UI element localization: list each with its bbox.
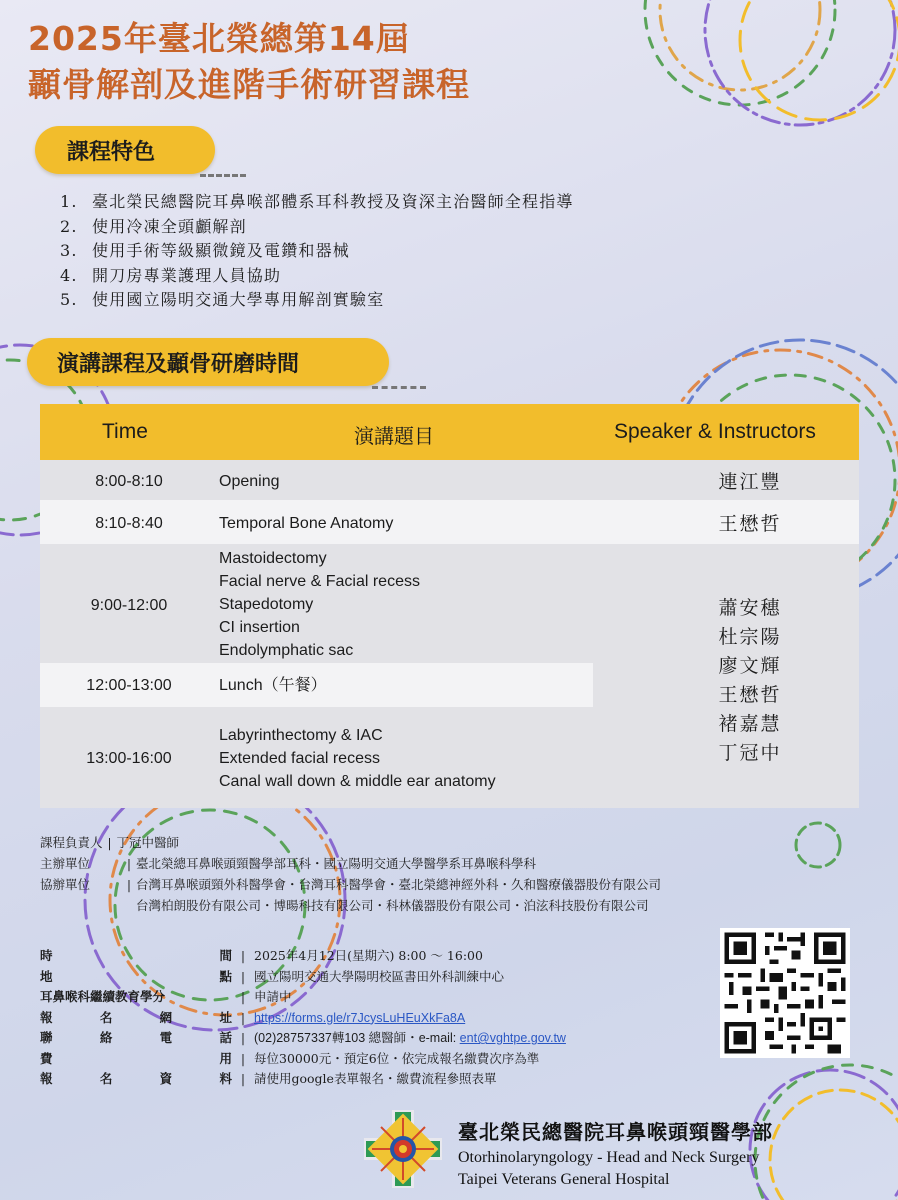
item-number: 4. bbox=[60, 265, 78, 285]
separator: | bbox=[240, 948, 246, 963]
item-number: 3. bbox=[60, 241, 78, 260]
department-name-en: Otorhinolaryngology - Head and Neck Surgery bbox=[458, 1149, 760, 1166]
table-header bbox=[40, 404, 859, 460]
detail-row bbox=[40, 987, 566, 1008]
co-label: 協辦單位 bbox=[40, 877, 91, 892]
department-name-zh: 臺北榮民總醫院耳鼻喉頭頸醫學部 bbox=[458, 1120, 773, 1144]
row-time: 8:10-8:40 bbox=[95, 515, 163, 532]
detail-row bbox=[40, 946, 566, 967]
item-number: 2. bbox=[60, 216, 78, 236]
topic-line: Canal wall down & middle ear anatomy bbox=[219, 773, 496, 790]
detail-row bbox=[40, 1069, 566, 1090]
topic-line: Extended facial recess bbox=[219, 750, 380, 767]
list-item bbox=[60, 190, 574, 215]
detail-row bbox=[40, 967, 566, 988]
reg-value: 請使用google表單報名・繳費流程參照表單 bbox=[254, 1071, 497, 1086]
features-list bbox=[60, 190, 574, 313]
features-heading: 課程特色 bbox=[35, 126, 215, 174]
director-value: 丁冠中醫師 bbox=[116, 835, 180, 850]
footer-department bbox=[458, 1116, 773, 1191]
contact-label: 聯 絡 電 話 bbox=[40, 1030, 232, 1045]
place-value: 國立陽明交通大學陽明校區書田外科訓練中心 bbox=[254, 968, 505, 984]
host-label: 主辦單位 bbox=[40, 856, 91, 871]
instructors-list bbox=[680, 594, 820, 768]
topic-line: Facial nerve & Facial recess bbox=[219, 573, 420, 590]
registration-link[interactable]: https://forms.gle/r7JcysLuHEuXkFa8A bbox=[254, 1010, 466, 1025]
host-value: 臺北榮總耳鼻喉頭頸醫學部耳科・國立陽明交通大學醫學系耳鼻喉科學科 bbox=[136, 856, 537, 871]
url-label: 報 名 網 址 bbox=[40, 1009, 232, 1025]
hospital-name-en: Taipei Veterans General Hospital bbox=[458, 1171, 670, 1188]
schedule-heading: 演講課程及顳骨研磨時間 bbox=[27, 338, 389, 386]
row-time: 8:00-8:10 bbox=[95, 473, 163, 490]
detail-row bbox=[40, 1049, 566, 1070]
reg-label: 報 名 資 料 bbox=[40, 1071, 232, 1086]
item-text: 使用手術等級顯微鏡及電鑽和器械 bbox=[92, 241, 351, 260]
separator: | bbox=[240, 1009, 246, 1025]
separator: | bbox=[240, 1071, 246, 1086]
credit-label: 耳鼻喉科繼續教育學分 bbox=[40, 989, 166, 1004]
title-line-2: 顳骨解剖及進階手術研習課程 bbox=[28, 65, 470, 104]
list-item bbox=[60, 239, 574, 264]
separator: | bbox=[126, 877, 132, 892]
item-text: 使用冷凍全頭顱解剖 bbox=[92, 216, 247, 236]
instructor-name: 杜宗陽 bbox=[718, 626, 782, 648]
item-text: 臺北榮民總醫院耳鼻喉部體系耳科教授及資深主治醫師全程指導 bbox=[92, 192, 574, 211]
co-value-line-1: 台灣耳鼻喉頭頸外科醫學會・台灣耳科醫學會・臺北榮總神經外科・久和醫療儀器股份有限公司 bbox=[136, 877, 662, 892]
topic-line: Labyrinthectomy & IAC bbox=[219, 727, 383, 744]
info-row bbox=[40, 895, 661, 916]
row-topic: Opening bbox=[219, 473, 280, 490]
heading-underline bbox=[200, 174, 246, 177]
topic-line: CI insertion bbox=[219, 619, 300, 636]
page-title bbox=[28, 16, 470, 108]
director-label: 課程負責人 bbox=[40, 835, 103, 850]
row-time: 13:00-16:00 bbox=[86, 750, 172, 767]
schedule-table bbox=[40, 404, 859, 808]
topic-line: Endolymphatic sac bbox=[219, 642, 354, 659]
list-item bbox=[60, 288, 574, 313]
topic-line: Stapedotomy bbox=[219, 596, 314, 613]
separator: | bbox=[240, 989, 246, 1004]
separator: | bbox=[240, 1030, 246, 1045]
item-number: 5. bbox=[60, 290, 78, 309]
instructor-name: 廖文輝 bbox=[718, 655, 782, 677]
place-label: 地 點 bbox=[40, 968, 232, 984]
contact-phone: (02)28757337轉103 總醫師・ bbox=[254, 1031, 419, 1045]
info-row bbox=[40, 853, 661, 874]
item-text: 開刀房專業護理人員協助 bbox=[92, 265, 282, 285]
contact-email-prefix: e-mail: bbox=[418, 1031, 460, 1045]
speaker-anatomy: 王懋哲 bbox=[718, 513, 782, 535]
separator: | bbox=[240, 968, 246, 984]
credit-value: 申請中 bbox=[254, 989, 292, 1004]
column-header-time: Time bbox=[102, 420, 148, 443]
column-header-topic: 演講題目 bbox=[354, 424, 434, 448]
event-details bbox=[40, 946, 566, 1090]
column-header-speaker: Speaker & Instructors bbox=[614, 420, 816, 443]
topic-line: Mastoidectomy bbox=[219, 550, 327, 567]
list-item bbox=[60, 264, 574, 289]
row-time: 12:00-13:00 bbox=[86, 677, 172, 694]
instructor-name: 蕭安穗 bbox=[718, 597, 782, 619]
separator: | bbox=[107, 835, 112, 850]
time-value: 2025年4月12日(星期六) 8:00 ～ 16:00 bbox=[254, 948, 483, 963]
hospital-logo-icon bbox=[362, 1108, 444, 1190]
fee-label: 費 用 bbox=[40, 1050, 232, 1066]
heading-underline bbox=[372, 386, 426, 389]
instructor-name: 王懋哲 bbox=[718, 684, 782, 706]
time-label: 時 間 bbox=[40, 948, 232, 963]
qr-code-icon[interactable] bbox=[720, 928, 850, 1058]
instructor-name: 褚嘉慧 bbox=[718, 713, 782, 735]
row-topic bbox=[219, 547, 420, 662]
separator: | bbox=[240, 1050, 246, 1066]
co-value-line-2: 台灣柏朗股份有限公司・博暘科技有限公司・科林儀器股份有限公司・泊泫科技股份有限公司 bbox=[136, 898, 649, 913]
item-text: 使用國立陽明交通大學專用解剖實驗室 bbox=[92, 290, 385, 309]
row-topic: Temporal Bone Anatomy bbox=[219, 515, 394, 532]
detail-row bbox=[40, 1028, 566, 1049]
row-time: 9:00-12:00 bbox=[90, 597, 168, 614]
title-line-1: 2025年臺北榮總第14屆 bbox=[28, 19, 410, 58]
fee-value: 每位30000元・預定6位・依完成報名繳費次序為準 bbox=[254, 1050, 540, 1066]
speaker-opening: 連江豐 bbox=[718, 471, 782, 493]
info-row bbox=[40, 832, 661, 853]
instructor-name: 丁冠中 bbox=[718, 742, 782, 764]
info-row bbox=[40, 874, 661, 895]
detail-row bbox=[40, 1008, 566, 1029]
item-number: 1. bbox=[60, 192, 78, 211]
organizers-block bbox=[40, 832, 661, 916]
separator: | bbox=[126, 856, 132, 871]
list-item bbox=[60, 215, 574, 240]
row-topic: Lunch（午餐） bbox=[219, 677, 327, 694]
contact-email-link[interactable]: ent@vghtpe.gov.tw bbox=[459, 1031, 566, 1045]
row-topic bbox=[219, 724, 496, 793]
